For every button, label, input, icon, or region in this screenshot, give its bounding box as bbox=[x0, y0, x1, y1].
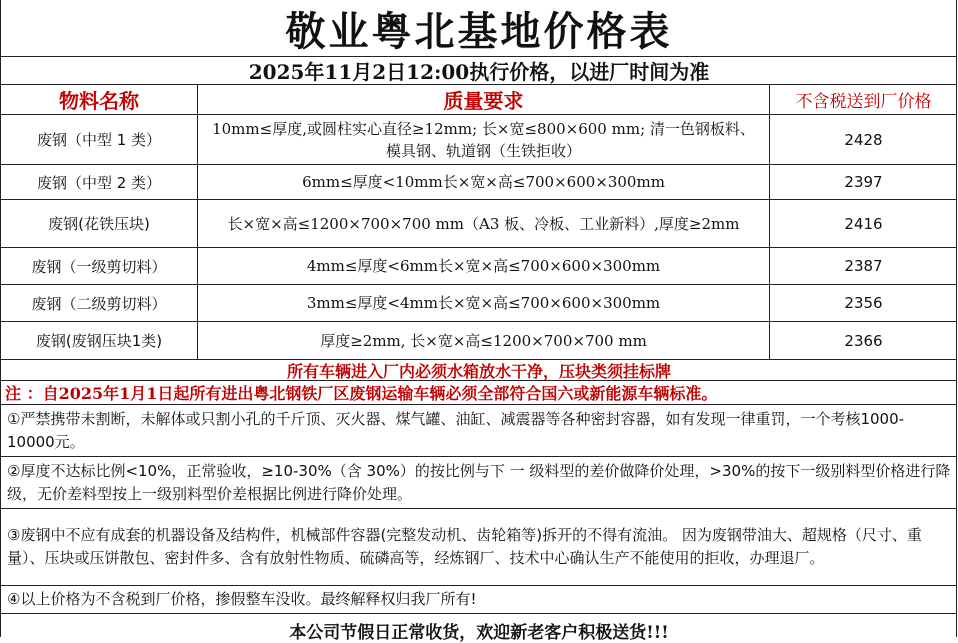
table-row bbox=[1, 165, 957, 200]
quality-requirement: 4mm≤厚度<6mm长×宽×高≤700×600×300mm bbox=[198, 248, 770, 284]
water-tank-notice: 所有车辆进入厂内必须水箱放水干净，压块类须挂标牌 bbox=[1, 360, 957, 381]
emission-standard-note: 注 ：自2025年1月1日起所有进出粤北钢铁厂区废钢运输车辆必须全部符合国六或新能源车辆标准。 bbox=[1, 381, 957, 405]
material-name: 废钢（二级剪切料） bbox=[1, 285, 198, 321]
header-price: 不含税送到厂价格 bbox=[795, 92, 932, 112]
table-row bbox=[1, 285, 957, 322]
rule-item: ③废钢中不应有成套的机器设备及结构件，机械部件容器(完整发动机、齿轮箱等)拆开的不得有流油。 因为废钢带油大、超规格（尺寸、重量）、压块或压饼散包、密封件多、含有放射性物质、硫磷高等，经炼钢厂、技术中心确认生产不能使用的拒收，办理退厂。 bbox=[1, 509, 957, 586]
price: 2387 bbox=[844, 257, 883, 275]
quality-requirement: 3mm≤厚度<4mm长×宽×高≤700×600×300mm bbox=[198, 285, 770, 321]
table-row bbox=[1, 115, 957, 165]
material-name: 废钢（中型 2 类） bbox=[1, 165, 198, 199]
price: 2397 bbox=[844, 173, 883, 191]
rule-item: ①严禁携带未割断，未解体或只割小孔的千斤顶、灭火器、煤气罐、油缸、减震器等各种密封容器，如有发现一律重罚，一个考核1000-10000元。 bbox=[1, 405, 957, 457]
holiday-receiving-footer: 本公司节假日正常收货，欢迎新老客户积极送货!!! bbox=[289, 623, 669, 643]
material-name: 废钢(废钢压块1类) bbox=[1, 322, 198, 359]
price: 2356 bbox=[844, 294, 883, 312]
header-quality-requirement: 质量要求 bbox=[198, 85, 770, 114]
material-name: 废钢（一级剪切料） bbox=[1, 248, 198, 284]
effective-date-subtitle: 2025年11月2日12:00执行价格，以进厂时间为准 bbox=[1, 57, 957, 85]
quality-requirement: 长×宽×高≤1200×700×700 mm（A3 板、冷板、工业新料）,厚度≥2mm bbox=[198, 200, 770, 247]
rule-item: ④以上价格为不含税到厂价格，掺假整车没收。最终解释权归我厂所有! bbox=[1, 586, 957, 614]
quality-requirement: 10mm≤厚度,或圆柱实心直径≥12mm; 长×宽≤800×600 mm; 清一色钢板料、模具钢、轨道钢（生铁拒收） bbox=[198, 115, 770, 164]
table-row bbox=[1, 248, 957, 285]
price: 2428 bbox=[844, 130, 883, 149]
price: 2366 bbox=[844, 331, 883, 350]
material-name: 废钢(花铁压块) bbox=[1, 200, 198, 247]
header-material-name: 物料名称 bbox=[1, 85, 198, 114]
quality-requirement: 6mm≤厚度<10mm长×宽×高≤700×600×300mm bbox=[198, 165, 770, 199]
quality-requirement: 厚度≥2mm, 长×宽×高≤1200×700×700 mm bbox=[198, 322, 770, 359]
price: 2416 bbox=[844, 214, 883, 233]
table-row bbox=[1, 200, 957, 248]
table-header-row bbox=[1, 85, 957, 115]
rule-item: ②厚度不达标比例<10%，正常验收，≥10-30%（含 30%）的按比例与下 一 级料型的差价做降价处理，>30%的按下一级别料型价格进行降级，无价差料型按上一级别料型价差根据比例进行降价处理。 bbox=[1, 457, 957, 509]
table-row bbox=[1, 322, 957, 360]
page-title: 敬业粤北基地价格表 bbox=[1, 0, 957, 57]
material-name: 废钢（中型 1 类） bbox=[1, 115, 198, 164]
